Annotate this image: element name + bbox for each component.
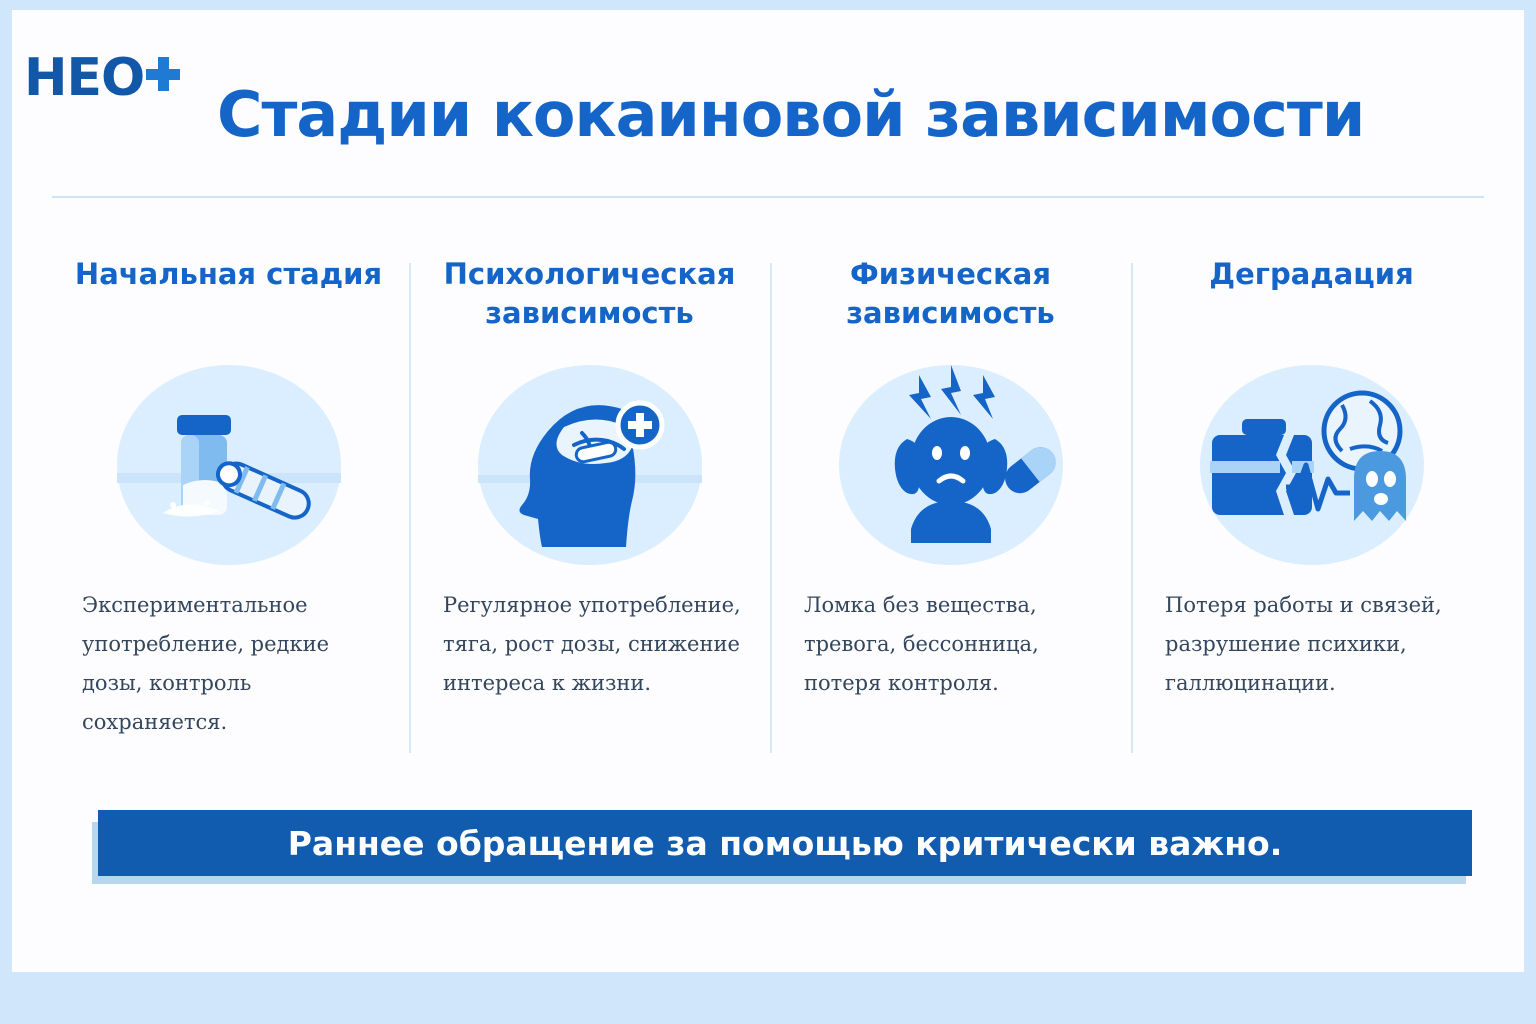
person-headache-withdrawal-icon: [833, 353, 1069, 568]
stage-description-4: Потеря работы и связей, разрушение психики, галлюцинации.: [1165, 593, 1442, 695]
pill-bottle-and-powder-icon: [111, 353, 347, 568]
frame-edge-left: [0, 0, 12, 1024]
poster-canvas: [12, 10, 1524, 972]
stage-description-2: Регулярное употребление, тяга, рост дозы, снижение интереса к жизни.: [443, 593, 741, 695]
stage-card-1: [48, 255, 409, 775]
stage-description-3: Ломка без вещества, тревога, бессонница, потеря контроля.: [804, 593, 1039, 695]
call-to-action-banner: [98, 810, 1472, 876]
stage-title-2: Психологическая зависимость: [443, 257, 736, 331]
title-divider: [52, 196, 1484, 198]
head-brain-craving-icon: [472, 353, 708, 568]
brand-logo-text: НЕО: [24, 48, 145, 108]
frame-edge-right: [1524, 0, 1536, 1024]
stage-title-3: Физическая зависимость: [846, 257, 1055, 331]
broken-briefcase-ghost-icon: [1194, 353, 1430, 568]
frame-edge-bottom: [0, 972, 1536, 1024]
stages-container: [48, 255, 1492, 775]
banner-text: Раннее обращение за помощью критически важно.: [287, 823, 1283, 863]
plus-icon: [146, 57, 180, 91]
stage-description-1: Экспериментальное употребление, редкие дозы, контроль сохраняется.: [82, 593, 330, 734]
stage-card-3: [770, 255, 1131, 775]
brand-logo: [24, 48, 180, 108]
stage-title-1: Начальная стадия: [74, 257, 383, 291]
page-title: Стадии кокаиновой зависимости: [217, 78, 1365, 151]
frame-edge-top: [0, 0, 1536, 10]
stage-card-4: [1131, 255, 1492, 775]
stage-card-2: [409, 255, 770, 775]
stage-title-4: Деградация: [1209, 257, 1414, 291]
